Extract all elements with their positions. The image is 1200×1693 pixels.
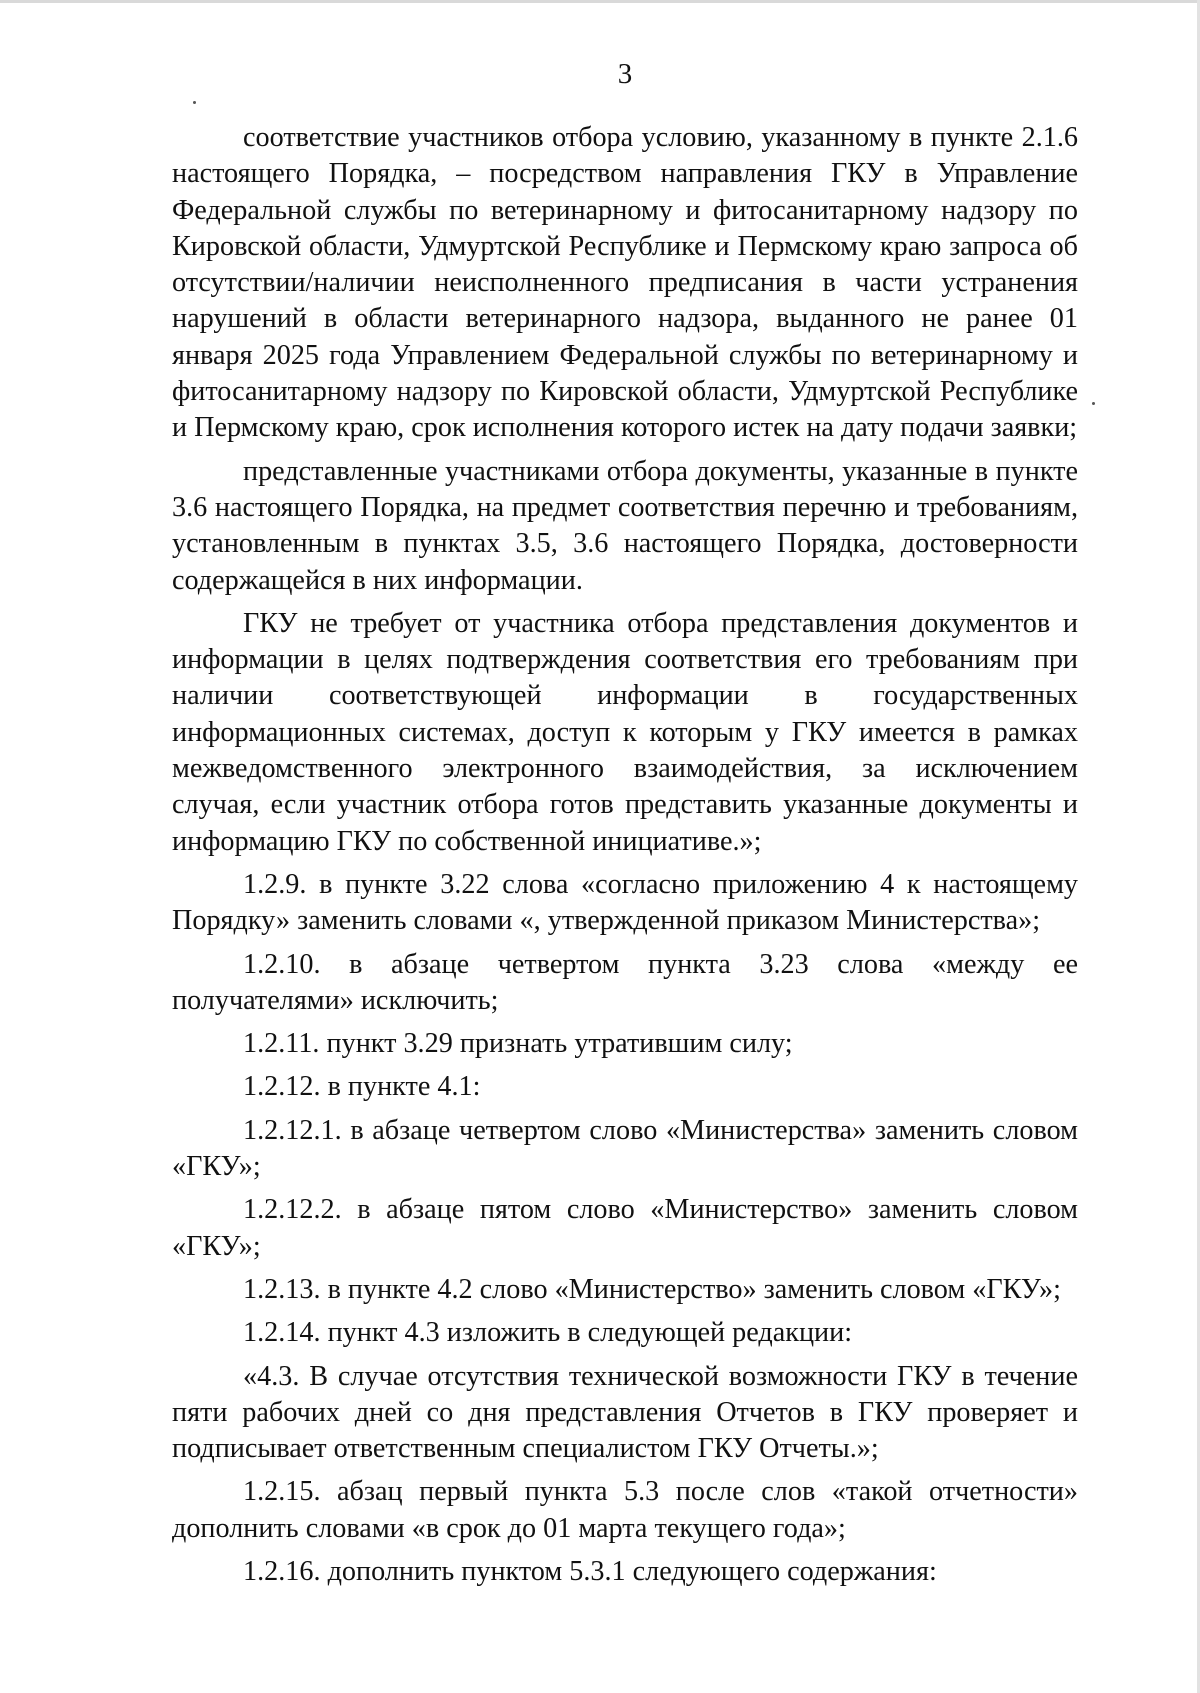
paragraph-7: 1.2.12. в пункте 4.1: <box>243 1071 481 1103</box>
paragraph-12: «4.3. В случае отсутствия технической возможности ГКУ в течение пяти рабочих дней со дня представления Отчетов в ГКУ проверяет и подписывает ответственным специалистом ГКУ Отчеты.»; <box>172 1360 1078 1465</box>
paragraph-5: 1.2.10. в абзаце четвертом пункта 3.23 слова «между ее получателями» исключить; <box>172 948 1078 1016</box>
scan-speck <box>193 101 196 104</box>
paragraph-9: 1.2.12.2. в абзаце пятом слово «Министерство» заменить словом «ГКУ»; <box>172 1194 1078 1262</box>
paragraph-8: 1.2.12.1. в абзаце четвертом слово «Министерства» заменить словом «ГКУ»; <box>172 1114 1078 1183</box>
paragraph-14: 1.2.16. дополнить пунктом 5.3.1 следующего содержания: <box>243 1555 937 1587</box>
paragraph-13: 1.2.15. абзац первый пункта 5.3 после слов «такой отчетности» дополнить словами «в срок до 01 марта текущего года»; <box>172 1476 1078 1544</box>
paragraph-10: 1.2.13. в пункте 4.2 слово «Министерство» заменить словом «ГКУ»; <box>243 1273 1061 1305</box>
scan-top-edge <box>0 0 1200 3</box>
paragraph-4: 1.2.9. в пункте 3.22 слова «согласно приложению 4 к настоящему Порядку» заменить словами «, утвержденной приказом Министерства»; <box>172 868 1078 937</box>
document-body <box>172 120 1078 1597</box>
scan-speck <box>1092 402 1095 405</box>
paragraph-2: представленные участниками отбора документы, указанные в пункте 3.6 настоящего Порядка, на предмет соответствия перечню и требованиям, установленным в пунктах 3.5, 3.6 настоящего Порядка, достоверности содержащейся в них информации. <box>172 455 1078 596</box>
paragraph-11: 1.2.14. пункт 4.3 изложить в следующей редакции: <box>243 1317 853 1349</box>
paragraph-1: соответствие участников отбора условию, указанному в пункте 2.1.6 настоящего Порядка, – посредством направления ГКУ в Управление Федеральной службы по ветеринарному и фитосанитарному надзору по Кировской области, Удмуртской Республике и Пермскому краю запроса об отсутствии/наличии неисполненного предписания в части устранения нарушений в области ветеринарного надзора, выданного не ранее 01 января 2025 года Управлением Федеральной службы по ветеринарному и фитосанитарному надзору по Кировской области, Удмуртской Республике и Пермскому краю, срок исполнения которого истек на дату подачи заявки; <box>172 122 1078 444</box>
paragraph-3: ГКУ не требует от участника отбора представления документов и информации в целях подтверждения соответствия его требованиям при наличии соответствующей информации в государственных информационных системах, доступ к которым у ГКУ имеется в рамках межведомственного электронного взаимодействия, за исключением случая, если участник отбора готов представить указанные документы и информацию ГКУ по собственной инициативе.»; <box>172 607 1078 857</box>
paragraph-6: 1.2.11. пункт 3.29 признать утратившим силу; <box>243 1028 793 1060</box>
page-number: 3 <box>617 58 633 90</box>
